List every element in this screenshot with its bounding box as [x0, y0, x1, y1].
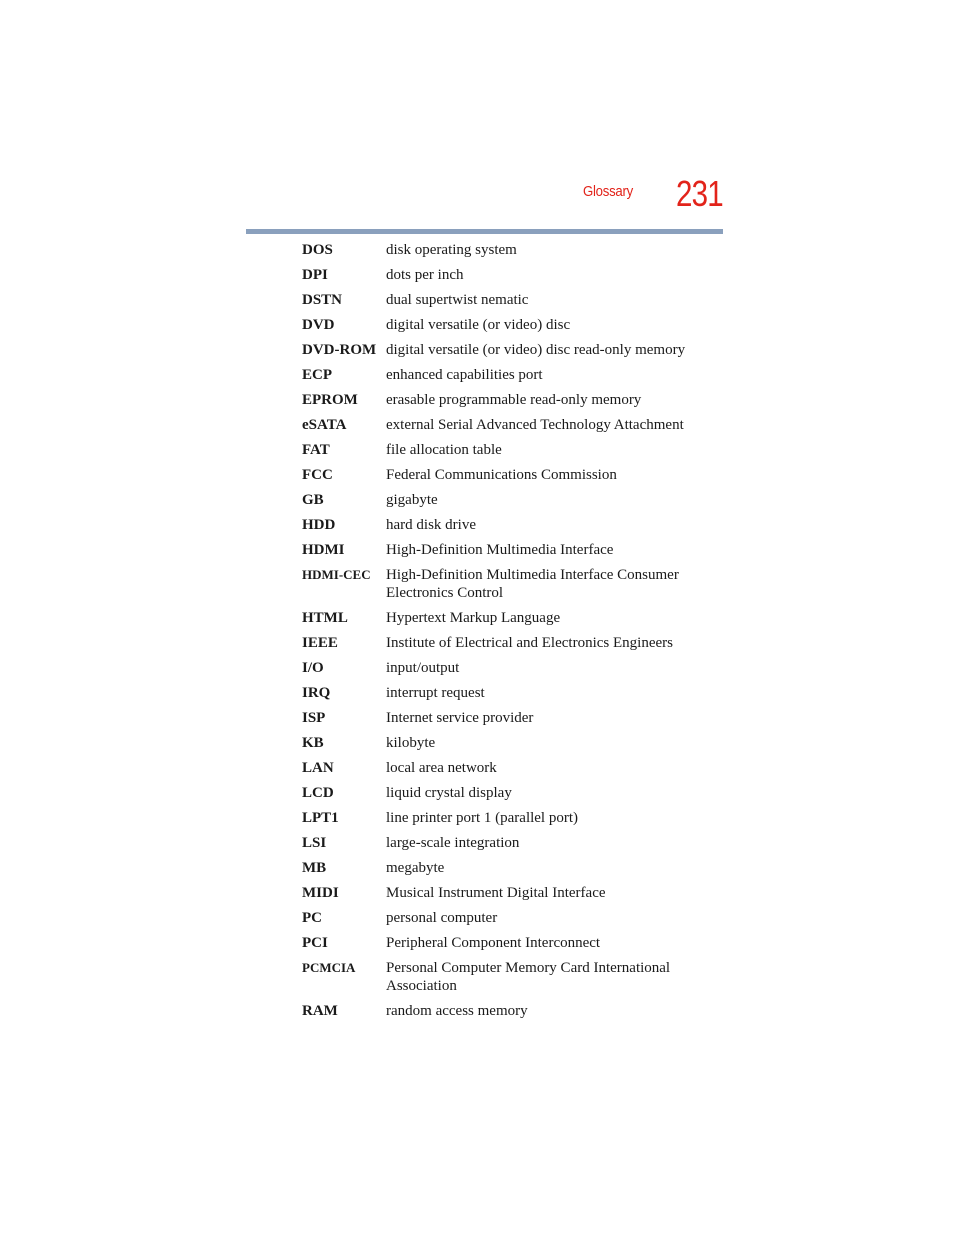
- glossary-definition: dual supertwist nematic: [386, 292, 529, 308]
- glossary-term: LAN: [302, 760, 334, 776]
- glossary-definition: random access memory: [386, 1003, 528, 1019]
- glossary-definition: Internet service provider: [386, 710, 534, 726]
- glossary-entry: [302, 758, 702, 777]
- glossary-definition: Musical Instrument Digital Interface: [386, 885, 606, 901]
- glossary-term: I/O: [302, 660, 324, 676]
- glossary-term: DPI: [302, 267, 328, 283]
- glossary-entry: [302, 633, 702, 652]
- glossary-entry: [302, 240, 702, 259]
- glossary-term: FAT: [302, 442, 330, 458]
- glossary-term: ISP: [302, 710, 326, 726]
- glossary-entry: [302, 833, 702, 852]
- glossary-definition: line printer port 1 (parallel port): [386, 810, 579, 826]
- glossary-entry: [302, 315, 702, 334]
- glossary-term: FCC: [302, 467, 333, 483]
- glossary-entry: [302, 883, 702, 902]
- glossary-definition: large-scale integration: [386, 835, 520, 851]
- glossary-term: HTML: [302, 610, 348, 626]
- glossary-entry: [302, 540, 702, 559]
- glossary-entry: [302, 340, 702, 359]
- glossary-definition: gigabyte: [386, 492, 438, 508]
- glossary-term: HDMI-CEC: [302, 567, 371, 582]
- glossary-definition: Hypertext Markup Language: [386, 610, 561, 626]
- glossary-list: [302, 240, 702, 1026]
- header-divider: [246, 229, 723, 234]
- glossary-definition: High-Definition Multimedia Interface: [386, 542, 614, 558]
- glossary-term: DVD: [302, 317, 335, 333]
- glossary-definition: local area network: [386, 760, 497, 776]
- glossary-entry: [302, 908, 702, 927]
- glossary-definition: interrupt request: [386, 685, 485, 701]
- section-title: Glossary: [583, 183, 633, 200]
- glossary-entry: [302, 1001, 702, 1020]
- glossary-term: HDMI: [302, 542, 345, 558]
- glossary-entry: [302, 365, 702, 384]
- glossary-entry: [302, 733, 702, 752]
- glossary-entry: [302, 608, 702, 627]
- glossary-term: DVD-ROM: [302, 342, 377, 358]
- glossary-entry: [302, 415, 702, 434]
- glossary-term: PCMCIA: [302, 960, 356, 975]
- glossary-definition: megabyte: [386, 860, 445, 876]
- glossary-entry: [302, 265, 702, 284]
- glossary-term: ECP: [302, 367, 332, 383]
- glossary-definition: disk operating system: [386, 242, 517, 258]
- glossary-term: LSI: [302, 835, 327, 851]
- glossary-definition: hard disk drive: [386, 517, 476, 533]
- glossary-term: DSTN: [302, 292, 343, 308]
- glossary-term: IRQ: [302, 685, 331, 701]
- glossary-entry: [302, 858, 702, 877]
- glossary-term: LCD: [302, 785, 334, 801]
- glossary-term: MB: [302, 860, 327, 876]
- glossary-entry: [302, 808, 702, 827]
- glossary-entry: [302, 958, 702, 995]
- glossary-term: MIDI: [302, 885, 339, 901]
- glossary-term: KB: [302, 735, 324, 751]
- glossary-term: EPROM: [302, 392, 358, 408]
- glossary-definition: Peripheral Component Interconnect: [386, 935, 601, 951]
- glossary-definition: dots per inch: [386, 267, 464, 283]
- glossary-definition: liquid crystal display: [386, 785, 512, 801]
- page-number: 231: [676, 173, 723, 214]
- glossary-definition: input/output: [386, 660, 460, 676]
- glossary-definition: file allocation table: [386, 442, 502, 458]
- glossary-entry: [302, 440, 702, 459]
- glossary-entry: [302, 708, 702, 727]
- glossary-definition: High-Definition Multimedia Interface Consumer Electronics Control: [386, 567, 679, 601]
- glossary-definition: erasable programmable read-only memory: [386, 392, 642, 408]
- glossary-definition: external Serial Advanced Technology Attachment: [386, 417, 684, 433]
- glossary-term: LPT1: [302, 810, 339, 826]
- glossary-entry: [302, 515, 702, 534]
- glossary-definition: Personal Computer Memory Card International Association: [386, 960, 671, 994]
- glossary-entry: [302, 465, 702, 484]
- glossary-entry: [302, 490, 702, 509]
- glossary-entry: [302, 683, 702, 702]
- glossary-definition: enhanced capabilities port: [386, 367, 543, 383]
- glossary-term: IEEE: [302, 635, 338, 651]
- glossary-term: eSATA: [302, 417, 347, 433]
- glossary-term: RAM: [302, 1003, 338, 1019]
- glossary-entry: [302, 390, 702, 409]
- glossary-term: HDD: [302, 517, 336, 533]
- glossary-term: GB: [302, 492, 324, 508]
- glossary-definition: digital versatile (or video) disc: [386, 317, 571, 333]
- glossary-entry: [302, 565, 702, 602]
- glossary-term: PC: [302, 910, 322, 926]
- glossary-term: DOS: [302, 242, 333, 258]
- glossary-entry: [302, 933, 702, 952]
- glossary-entry: [302, 783, 702, 802]
- glossary-entry: [302, 290, 702, 309]
- glossary-definition: Federal Communications Commission: [386, 467, 617, 483]
- glossary-entry: [302, 658, 702, 677]
- glossary-term: PCI: [302, 935, 328, 951]
- glossary-definition: Institute of Electrical and Electronics Engineers: [386, 635, 673, 651]
- glossary-definition: digital versatile (or video) disc read-only memory: [386, 342, 686, 358]
- glossary-definition: kilobyte: [386, 735, 436, 751]
- glossary-definition: personal computer: [386, 910, 498, 926]
